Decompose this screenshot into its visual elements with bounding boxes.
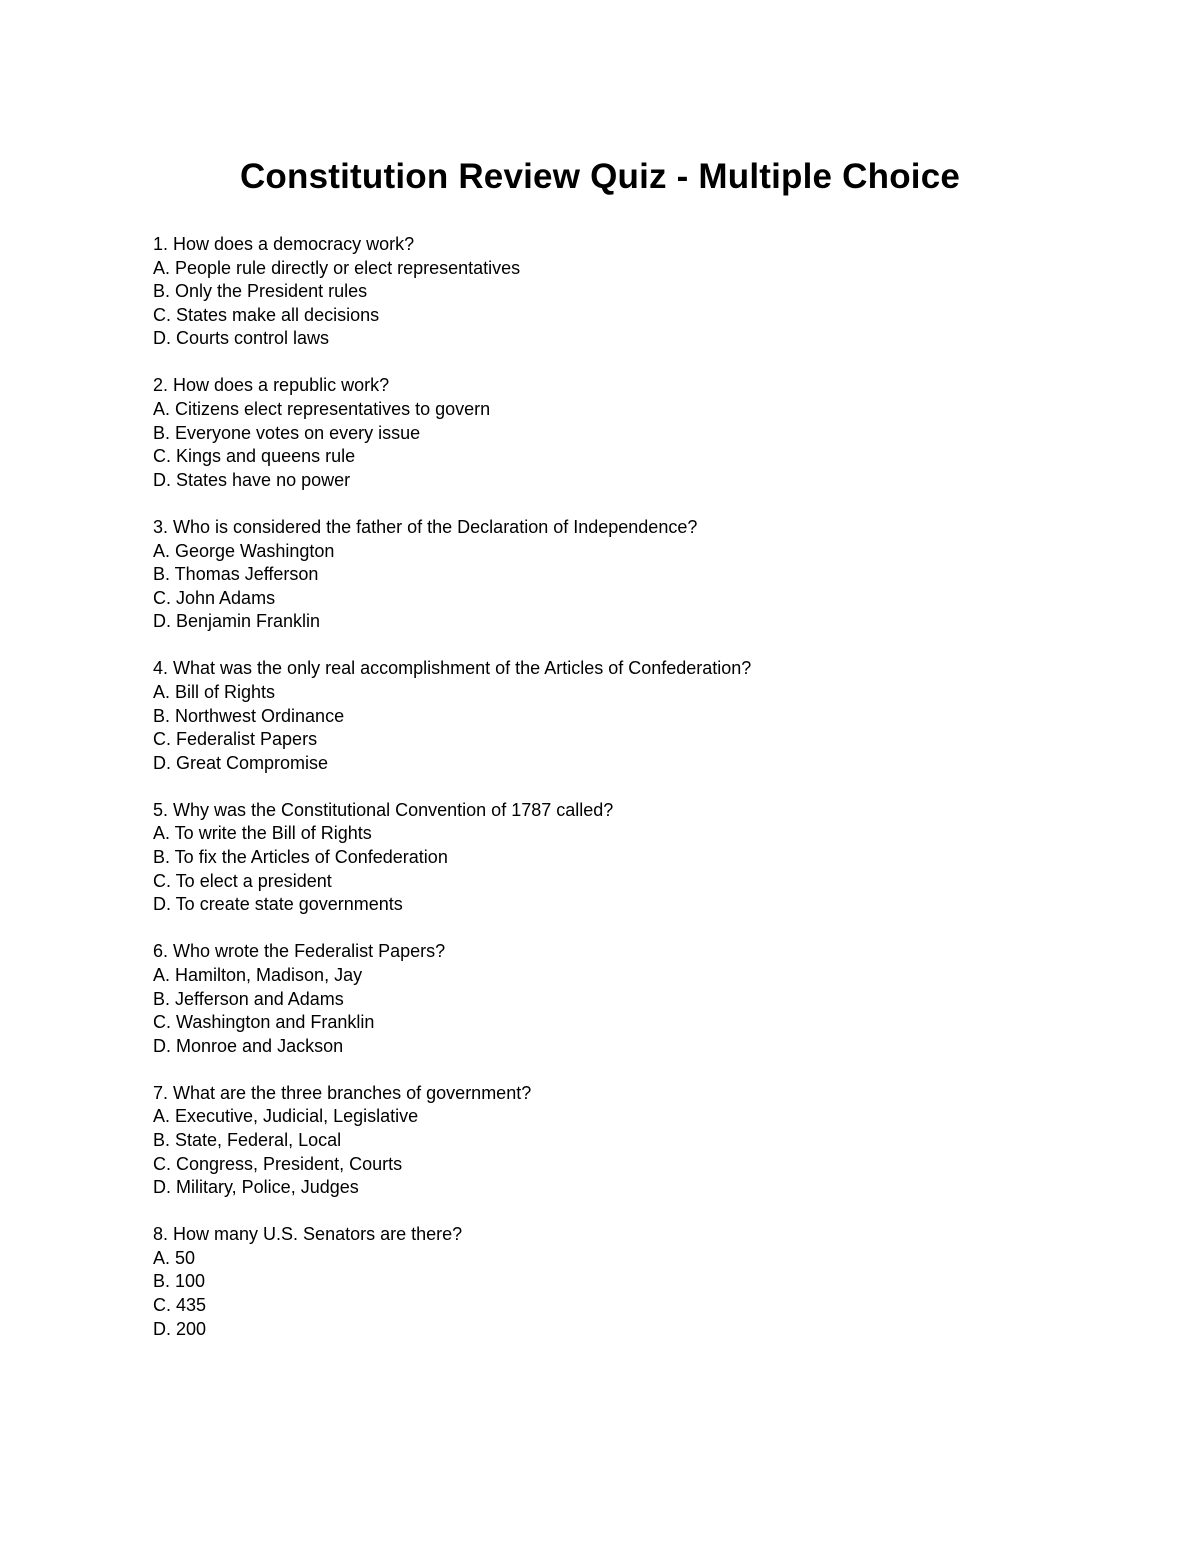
answer-option-b: B. Jefferson and Adams [153,988,344,1009]
answer-option-c: C. Washington and Franklin [153,1012,375,1033]
answer-option-b: B. To fix the Articles of Confederation [153,847,448,868]
answer-option-d: D. States have no power [153,469,351,490]
answer-option-b: B. State, Federal, Local [153,1130,342,1150]
answer-option-b: B. Northwest Ordinance [153,705,345,726]
question-prompt: 3. Who is considered the father of the Declaration of Independence? [153,516,698,537]
question-5 [153,799,1113,917]
question-prompt: 2. How does a republic work? [153,375,390,396]
answer-option-a: A. People rule directly or elect representatives [153,257,521,278]
answer-option-c: C. John Adams [153,587,276,608]
answer-option-d: D. Monroe and Jackson [153,1035,344,1056]
question-list [153,233,1113,1365]
answer-option-a: A. Hamilton, Madison, Jay [153,964,363,985]
answer-option-a: A. Bill of Rights [153,682,276,702]
answer-option-a: A. Citizens elect representatives to govern [153,399,491,420]
question-2 [153,374,1113,492]
answer-option-c: C. To elect a president [153,870,332,891]
answer-option-a: A. 50 [153,1247,196,1268]
answer-option-c: C. States make all decisions [153,304,380,325]
answer-option-b: B. 100 [153,1271,206,1292]
question-prompt: 6. Who wrote the Federalist Papers? [153,941,446,962]
answer-option-a: A. To write the Bill of Rights [153,823,372,844]
answer-option-d: D. Benjamin Franklin [153,611,321,632]
document-title: Constitution Review Quiz - Multiple Choice [239,157,961,196]
question-prompt: 7. What are the three branches of government? [153,1082,532,1103]
question-6 [153,940,1113,1058]
answer-option-c: C. Kings and queens rule [153,446,356,467]
question-prompt: 5. Why was the Constitutional Convention of 1787 called? [153,799,614,820]
answer-option-d: D. Great Compromise [153,752,329,773]
answer-option-d: D. 200 [153,1318,207,1339]
question-prompt: 4. What was the only real accomplishment of the Articles of Confederation? [153,658,752,679]
answer-option-a: A. Executive, Judicial, Legislative [153,1106,419,1127]
question-7 [153,1082,1113,1200]
question-prompt: 1. How does a democracy work? [153,234,415,254]
answer-option-b: B. Only the President rules [153,281,368,302]
question-1 [153,233,1113,351]
answer-option-c: C. 435 [153,1295,207,1316]
answer-option-b: B. Thomas Jefferson [153,564,319,585]
question-4 [153,657,1113,775]
answer-option-a: A. George Washington [153,540,335,561]
answer-option-b: B. Everyone votes on every issue [153,422,421,443]
question-3 [153,516,1113,634]
answer-option-d: D. Military, Police, Judges [153,1177,359,1198]
answer-option-c: C. Congress, President, Courts [153,1153,403,1174]
answer-option-d: D. To create state governments [153,894,403,915]
question-prompt: 8. How many U.S. Senators are there? [153,1224,463,1245]
answer-option-d: D. Courts control laws [153,328,330,349]
question-8 [153,1223,1113,1341]
answer-option-c: C. Federalist Papers [153,729,318,750]
